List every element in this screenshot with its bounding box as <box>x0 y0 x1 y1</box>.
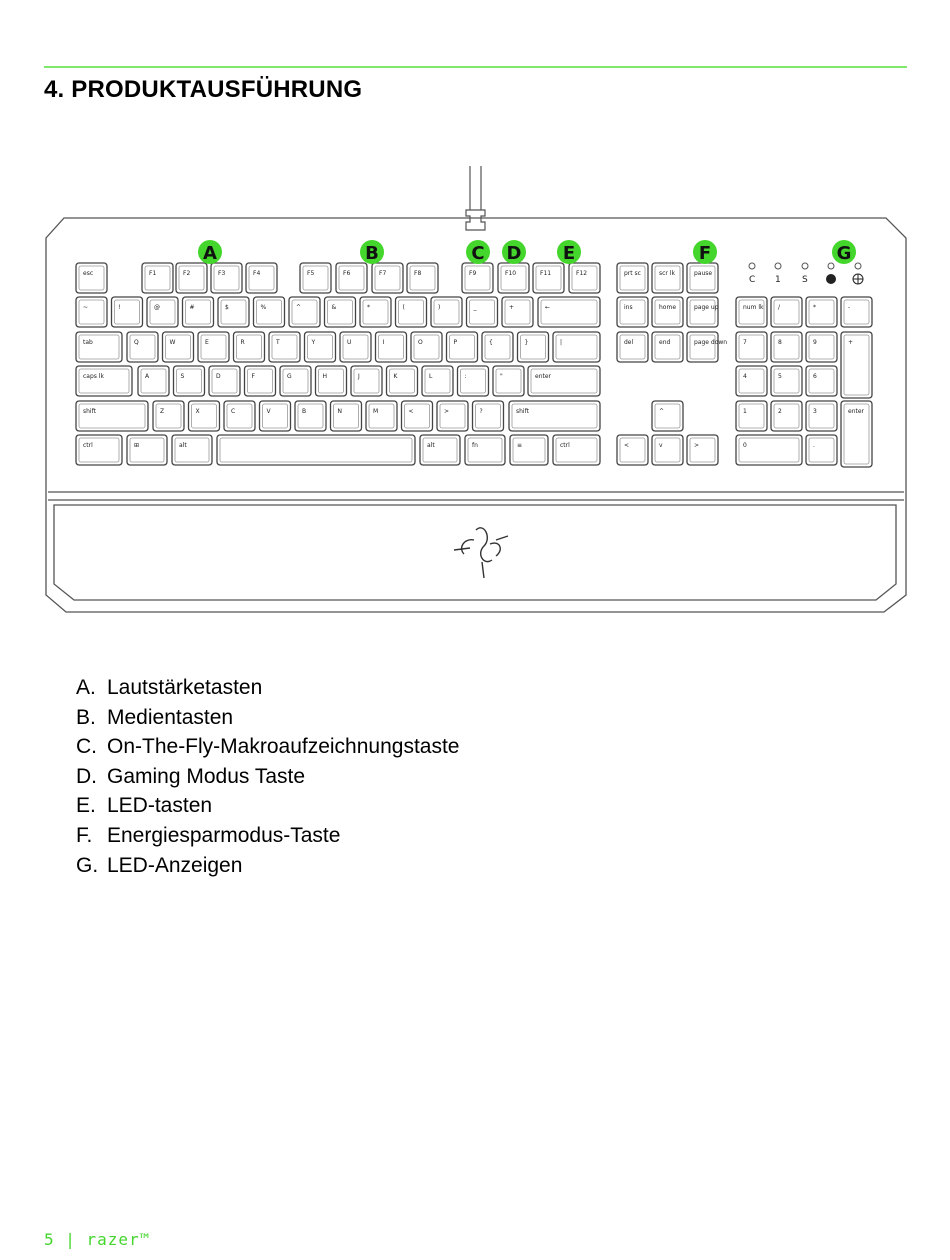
svg-text:B: B <box>365 243 379 264</box>
svg-text:caps lk: caps lk <box>83 373 104 380</box>
svg-text:I: I <box>382 339 385 346</box>
page-footer: 5 | razer™ <box>44 1230 151 1249</box>
svg-text:enter: enter <box>535 373 552 380</box>
key-space <box>217 435 415 465</box>
svg-text:Q: Q <box>134 339 139 346</box>
header-rule <box>44 66 907 68</box>
key-letter <box>316 366 347 396</box>
svg-text:5: 5 <box>778 373 782 380</box>
led-label-1: 1 <box>775 275 781 285</box>
key-backslash <box>553 332 600 362</box>
key-f2 <box>176 263 207 293</box>
svg-text:F12: F12 <box>576 270 588 277</box>
key-number-row <box>112 297 143 327</box>
key-f8 <box>407 263 438 293</box>
svg-text:$: $ <box>225 304 229 311</box>
svg-text:%: % <box>260 304 267 311</box>
svg-text:>: > <box>444 408 450 415</box>
key-num-lock <box>736 297 767 327</box>
key-pause <box>687 263 718 293</box>
svg-text:W: W <box>169 339 176 346</box>
svg-text:F7: F7 <box>379 270 387 277</box>
legend-item-g: G. LED-Anzeigen <box>76 853 243 877</box>
svg-text:F2: F2 <box>183 270 191 277</box>
key-tab <box>76 332 122 362</box>
callout-markers <box>198 240 856 264</box>
key-letter <box>174 366 205 396</box>
svg-text:L: L <box>429 373 433 380</box>
key-letter <box>482 332 513 362</box>
key-f1 <box>142 263 173 293</box>
razer-logo <box>454 528 508 578</box>
key-grid <box>76 263 872 467</box>
key-numpad-8 <box>771 332 802 362</box>
key-numpad-decimal <box>806 435 837 465</box>
callout-a <box>198 240 222 264</box>
svg-text:F11: F11 <box>540 270 552 277</box>
svg-text:alt: alt <box>179 442 187 449</box>
callout-g <box>832 240 856 264</box>
svg-text:enter: enter <box>848 408 865 415</box>
key-numpad-0 <box>736 435 802 465</box>
callout-b <box>360 240 384 264</box>
key-letter <box>366 401 397 431</box>
svg-text:+: + <box>509 304 515 311</box>
key-number-row <box>183 297 214 327</box>
key-letter <box>138 366 169 396</box>
svg-text:ctrl: ctrl <box>560 442 570 449</box>
key-f6 <box>336 263 367 293</box>
key-letter <box>351 366 382 396</box>
svg-text:E: E <box>205 339 209 346</box>
svg-text:^: ^ <box>296 304 302 311</box>
svg-text:M: M <box>373 408 379 415</box>
svg-text:): ) <box>438 304 441 311</box>
key-arrow-left <box>617 435 648 465</box>
svg-text:A: A <box>203 243 217 264</box>
key-number-row <box>289 297 320 327</box>
key-numpad-6 <box>806 366 837 396</box>
svg-text:G: G <box>287 373 292 380</box>
svg-text:page down: page down <box>694 339 728 346</box>
svg-text:num lk: num lk <box>743 304 764 311</box>
key-left-ctrl <box>76 435 122 465</box>
svg-text:@: @ <box>154 304 160 311</box>
key-caps-lock <box>76 366 132 396</box>
key-letter <box>376 332 407 362</box>
key-f10 <box>498 263 529 293</box>
legend-item-b: B. Medientasten <box>76 705 234 729</box>
key-number-row <box>254 297 285 327</box>
page-title: 4. PRODUKTAUSFÜHRUNG <box>44 76 363 103</box>
key-number-row <box>218 297 249 327</box>
svg-text:ctrl: ctrl <box>83 442 93 449</box>
svg-text:F9: F9 <box>469 270 477 277</box>
key-delete <box>617 332 648 362</box>
svg-text:esc: esc <box>83 270 94 277</box>
svg-text:v: v <box>659 442 663 449</box>
key-page-up <box>687 297 719 327</box>
svg-text:N: N <box>337 408 342 415</box>
key-menu <box>510 435 548 465</box>
svg-text:3: 3 <box>813 408 817 415</box>
key-arrow-up <box>652 401 683 431</box>
svg-text:B: B <box>302 408 307 415</box>
svg-text:G: G <box>836 243 852 264</box>
key-f5 <box>300 263 331 293</box>
key-print-screen <box>617 263 648 293</box>
svg-text:*: * <box>367 304 370 311</box>
svg-text:7: 7 <box>743 339 747 346</box>
svg-text:X: X <box>195 408 200 415</box>
key-backspace <box>538 297 600 327</box>
key-scroll-lock <box>652 263 683 293</box>
svg-text:del: del <box>624 339 634 346</box>
svg-text:2: 2 <box>778 408 782 415</box>
legend-list <box>76 673 459 880</box>
svg-text:": " <box>500 373 503 380</box>
svg-text:<: < <box>624 442 630 449</box>
led-label-s: S <box>802 275 808 285</box>
svg-text:0: 0 <box>743 442 747 449</box>
key-page-down <box>687 332 727 362</box>
key-letter <box>411 332 442 362</box>
svg-text:/: / <box>778 304 781 311</box>
key-letter <box>189 401 220 431</box>
svg-text:F: F <box>698 243 712 264</box>
key-letter <box>458 366 489 396</box>
key-right-alt <box>420 435 460 465</box>
svg-text:Z: Z <box>160 408 165 415</box>
svg-text:F1: F1 <box>149 270 157 277</box>
led-label-c: C <box>749 275 756 285</box>
key-numpad-2 <box>771 401 802 431</box>
key-arrow-down <box>652 435 683 465</box>
svg-text:~: ~ <box>83 304 89 311</box>
key-left-shift <box>76 401 148 431</box>
svg-text:_: _ <box>473 304 477 311</box>
svg-text:scr lk: scr lk <box>659 270 675 277</box>
svg-text:Y: Y <box>311 339 316 346</box>
key-numpad-5 <box>771 366 802 396</box>
key-letter <box>295 401 326 431</box>
svg-text:shift: shift <box>516 408 529 415</box>
svg-text:T: T <box>276 339 280 346</box>
svg-text:F: F <box>251 373 255 380</box>
key-home <box>652 297 683 327</box>
svg-text:O: O <box>418 339 423 346</box>
svg-text:shift: shift <box>83 408 96 415</box>
legend-item-f: F. Energiesparmodus-Taste <box>76 823 341 847</box>
svg-text:>: > <box>694 442 700 449</box>
key-numpad-3 <box>806 401 837 431</box>
key-f12 <box>569 263 600 293</box>
key-letter <box>493 366 524 396</box>
key-arrow-right <box>687 435 718 465</box>
key-number-row <box>431 297 462 327</box>
key-letter <box>473 401 504 431</box>
svg-text:end: end <box>659 339 671 346</box>
key-right-shift <box>509 401 600 431</box>
key-enter <box>528 366 600 396</box>
svg-text:J: J <box>358 373 360 380</box>
key-number-row <box>502 297 533 327</box>
key-numpad-7 <box>736 332 767 362</box>
svg-text:F3: F3 <box>218 270 226 277</box>
key-letter <box>260 401 291 431</box>
key-letter <box>437 401 468 431</box>
svg-text:!: ! <box>118 304 121 311</box>
svg-text:C: C <box>471 243 485 264</box>
svg-text:F6: F6 <box>343 270 351 277</box>
key-letter <box>402 401 433 431</box>
svg-text:8: 8 <box>778 339 782 346</box>
svg-text:?: ? <box>479 408 483 415</box>
svg-text:1: 1 <box>743 408 747 415</box>
key-esc <box>76 263 107 293</box>
key-number-row <box>467 297 498 327</box>
key-letter <box>153 401 184 431</box>
svg-text::: : <box>464 373 467 380</box>
key-fn <box>465 435 505 465</box>
svg-text:*: * <box>813 304 816 311</box>
svg-text:^: ^ <box>659 408 665 415</box>
callout-d <box>502 240 526 264</box>
key-letter <box>280 366 311 396</box>
led-indicators <box>749 263 863 285</box>
svg-text:F10: F10 <box>505 270 517 277</box>
svg-text:P: P <box>453 339 458 346</box>
svg-text:|: | <box>560 339 563 346</box>
svg-text:←: ← <box>545 304 551 311</box>
svg-text:9: 9 <box>813 339 817 346</box>
key-number-row <box>76 297 107 327</box>
key-number-row <box>396 297 427 327</box>
svg-text:K: K <box>393 373 398 380</box>
svg-text:≡: ≡ <box>517 442 523 449</box>
key-letter <box>518 332 549 362</box>
svg-text:D: D <box>216 373 221 380</box>
svg-text:.: . <box>813 442 815 449</box>
key-letter <box>340 332 371 362</box>
svg-text:V: V <box>266 408 271 415</box>
svg-text:4: 4 <box>743 373 747 380</box>
key-letter <box>224 401 255 431</box>
key-letter <box>331 401 362 431</box>
legend-item-d: D. Gaming Modus Taste <box>76 764 306 788</box>
svg-text:{: { <box>489 339 493 346</box>
keyboard-diagram <box>44 160 908 620</box>
svg-text:6: 6 <box>813 373 817 380</box>
svg-text:alt: alt <box>427 442 435 449</box>
svg-text:pause: pause <box>694 270 713 277</box>
key-left-alt <box>172 435 212 465</box>
svg-text:page up: page up <box>694 304 719 311</box>
svg-text:-: - <box>848 304 851 311</box>
svg-text:(: ( <box>402 304 405 311</box>
svg-text:fn: fn <box>472 442 478 449</box>
svg-text:home: home <box>659 304 677 311</box>
key-end <box>652 332 683 362</box>
key-numpad-minus <box>841 297 872 327</box>
svg-text:E: E <box>562 243 576 264</box>
key-letter <box>245 366 276 396</box>
key-letter <box>198 332 229 362</box>
key-letter <box>387 366 418 396</box>
svg-text:H: H <box>322 373 328 380</box>
svg-text:U: U <box>347 339 352 346</box>
key-letter <box>234 332 265 362</box>
svg-text:prt sc: prt sc <box>624 270 641 277</box>
key-insert <box>617 297 648 327</box>
key-f11 <box>533 263 564 293</box>
svg-text:C: C <box>231 408 236 415</box>
svg-text:D: D <box>506 243 522 264</box>
svg-text:A: A <box>145 373 150 380</box>
svg-text:F4: F4 <box>253 270 261 277</box>
macro-led-icon <box>826 274 836 284</box>
keyboard-cable <box>466 166 485 230</box>
key-numpad-enter <box>841 401 872 467</box>
key-letter <box>269 332 300 362</box>
key-numpad-plus <box>841 332 872 398</box>
key-letter <box>305 332 336 362</box>
key-number-row <box>325 297 356 327</box>
svg-text:+: + <box>848 339 854 346</box>
key-numpad-multiply <box>806 297 837 327</box>
key-number-row <box>147 297 178 327</box>
key-numpad-divide <box>771 297 802 327</box>
key-numpad-4 <box>736 366 767 396</box>
legend-item-e: E. LED-tasten <box>76 794 213 818</box>
callout-c <box>466 240 490 264</box>
key-right-ctrl <box>553 435 600 465</box>
svg-text:}: } <box>524 339 529 346</box>
key-f7 <box>372 263 403 293</box>
svg-text:<: < <box>408 408 414 415</box>
svg-text:tab: tab <box>83 339 93 346</box>
key-number-row <box>360 297 391 327</box>
callout-e <box>557 240 581 264</box>
svg-text:S: S <box>180 373 185 380</box>
key-letter <box>447 332 478 362</box>
svg-text:F8: F8 <box>414 270 422 277</box>
key-numpad-1 <box>736 401 767 431</box>
svg-text:#: # <box>189 304 195 311</box>
svg-text:⊞: ⊞ <box>134 442 140 449</box>
legend-item-a: A. Lautstärketasten <box>76 676 263 699</box>
callout-f <box>693 240 717 264</box>
key-f4 <box>246 263 277 293</box>
key-letter <box>127 332 158 362</box>
key-f3 <box>211 263 242 293</box>
key-windows <box>127 435 167 465</box>
legend-item-c: C. On-The-Fly-Makroaufzeichnungstaste <box>76 735 460 759</box>
key-letter <box>163 332 194 362</box>
svg-text:ins: ins <box>624 304 633 311</box>
key-numpad-9 <box>806 332 837 362</box>
svg-text:R: R <box>240 339 245 346</box>
svg-text:&: & <box>331 304 337 311</box>
key-letter <box>209 366 240 396</box>
svg-text:F5: F5 <box>307 270 315 277</box>
key-f9 <box>462 263 493 293</box>
key-letter <box>422 366 453 396</box>
